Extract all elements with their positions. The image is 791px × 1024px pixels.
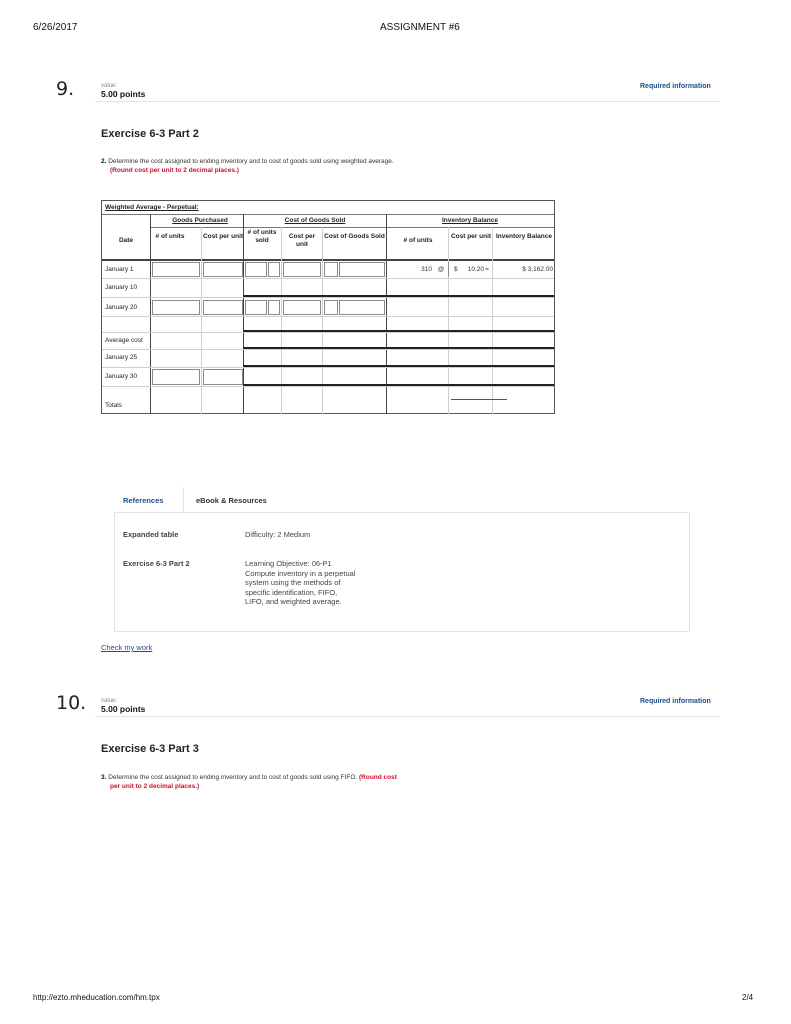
col-balance-units: # of units	[403, 237, 433, 244]
purchased-units-input[interactable]	[152, 262, 200, 277]
learning-objective-line: Learning Objective: 06-P1	[245, 559, 332, 568]
instruction-text: Determine the cost assigned to ending inventory and to cost of goods sold using FIFO.	[108, 774, 358, 781]
instruction-number: 3.	[101, 774, 107, 781]
difficulty: Difficulty: 2 Medium	[245, 530, 311, 539]
learning-objective-line: LIFO, and weighted average.	[245, 597, 342, 606]
question-points: 5.00 points	[101, 704, 146, 714]
units-sold-input[interactable]	[268, 300, 280, 315]
instruction	[101, 157, 521, 166]
reference-label: Expanded table	[123, 530, 179, 539]
col-cost-of-goods-sold: Cost of Goods Sold	[324, 233, 385, 240]
weighted-average-worksheet	[101, 200, 555, 414]
cost-of-goods-sold-input[interactable]	[324, 262, 338, 277]
purchased-cost-input[interactable]	[203, 369, 243, 385]
references-panel	[114, 512, 690, 632]
equals-sign: =	[485, 266, 489, 273]
learning-objective	[245, 559, 355, 607]
divider	[95, 101, 720, 102]
group-cost-of-goods-sold: Cost of Goods Sold	[284, 217, 346, 224]
instruction	[101, 773, 521, 782]
row-label: January 1	[105, 266, 134, 273]
learning-objective-line: specific identification, FIFO,	[245, 587, 338, 597]
instruction-note: per unit to 2 decimal places.)	[110, 783, 200, 790]
instruction-note: (Round cost	[359, 774, 397, 781]
units-sold-input[interactable]	[245, 262, 267, 277]
print-date: 6/26/2017	[33, 22, 78, 33]
value-label: value:	[101, 698, 118, 704]
row-label: January 30	[105, 373, 138, 380]
row-label: January 10	[105, 284, 138, 291]
inventory-balance-value: $ 3,162.00	[522, 266, 553, 273]
col-inventory-balance: Inventory Balance	[496, 233, 552, 240]
group-inventory-balance: Inventory Balance	[442, 217, 498, 224]
group-goods-purchased: Goods Purchased	[172, 217, 228, 224]
reference-label: Exercise 6-3 Part 2	[123, 559, 190, 568]
page-url: http://ezto.mheducation.com/hm.tpx	[33, 993, 160, 1002]
row-label: Average cost	[105, 337, 143, 344]
units-sold-input[interactable]	[245, 300, 267, 315]
at-symbol: @	[437, 266, 445, 273]
purchased-cost-input[interactable]	[203, 300, 243, 315]
learning-objective-line: Compute inventory in a perpetual	[245, 568, 356, 578]
row-label: January 20	[105, 304, 138, 311]
value-label: value:	[101, 83, 118, 89]
units-sold-input[interactable]	[268, 262, 280, 277]
learning-objective-line: system using the methods of	[245, 578, 341, 587]
page-title: ASSIGNMENT #6	[380, 22, 460, 33]
required-information-link[interactable]: Required information	[640, 83, 711, 90]
check-my-work-link[interactable]: Check my work	[101, 643, 153, 652]
purchased-units-input[interactable]	[152, 300, 200, 315]
exercise-title: Exercise 6-3 Part 2	[101, 128, 199, 140]
col-sold-cost: Cost per unit	[288, 233, 316, 248]
page-number: 2/4	[742, 993, 754, 1002]
references-tabs	[114, 487, 690, 513]
exercise-title: Exercise 6-3 Part 3	[101, 743, 199, 755]
question-points: 5.00 points	[101, 89, 146, 99]
question-number: 10.	[56, 692, 87, 714]
col-date: Date	[118, 237, 134, 244]
instruction-note: (Round cost per unit to 2 decimal places.)	[110, 167, 239, 174]
balance-units-value: 310	[421, 266, 432, 273]
instruction-number: 2.	[101, 158, 107, 165]
cost-of-goods-sold-input[interactable]	[324, 300, 338, 315]
required-information-link[interactable]: Required information	[640, 698, 711, 705]
tab-ebook-resources[interactable]: eBook & Resources	[196, 496, 267, 505]
tab-references[interactable]: References	[123, 496, 164, 505]
instruction-text: Determine the cost assigned to ending inventory and to cost of goods sold using weighted average.	[108, 158, 394, 165]
purchased-cost-input[interactable]	[203, 262, 243, 277]
sold-cost-input[interactable]	[283, 262, 321, 277]
sold-cost-input[interactable]	[283, 300, 321, 315]
dollar-sign: $	[454, 266, 458, 273]
divider	[95, 716, 720, 717]
col-balance-cost: Cost per unit	[450, 233, 492, 240]
col-purchased-cost: Cost per unit	[202, 233, 244, 240]
col-purchased-units: # of units	[155, 233, 185, 240]
col-units-sold: # of units sold	[247, 229, 277, 244]
row-label-totals: Totals	[105, 402, 122, 409]
cost-of-goods-sold-input[interactable]	[339, 262, 385, 277]
balance-cost-value: 10.20	[467, 266, 484, 273]
worksheet-title: Weighted Average - Perpetual:	[105, 204, 199, 211]
row-label: January 25	[105, 354, 138, 361]
question-number: 9.	[56, 78, 75, 100]
purchased-units-input[interactable]	[152, 369, 200, 385]
cost-of-goods-sold-input[interactable]	[339, 300, 385, 315]
